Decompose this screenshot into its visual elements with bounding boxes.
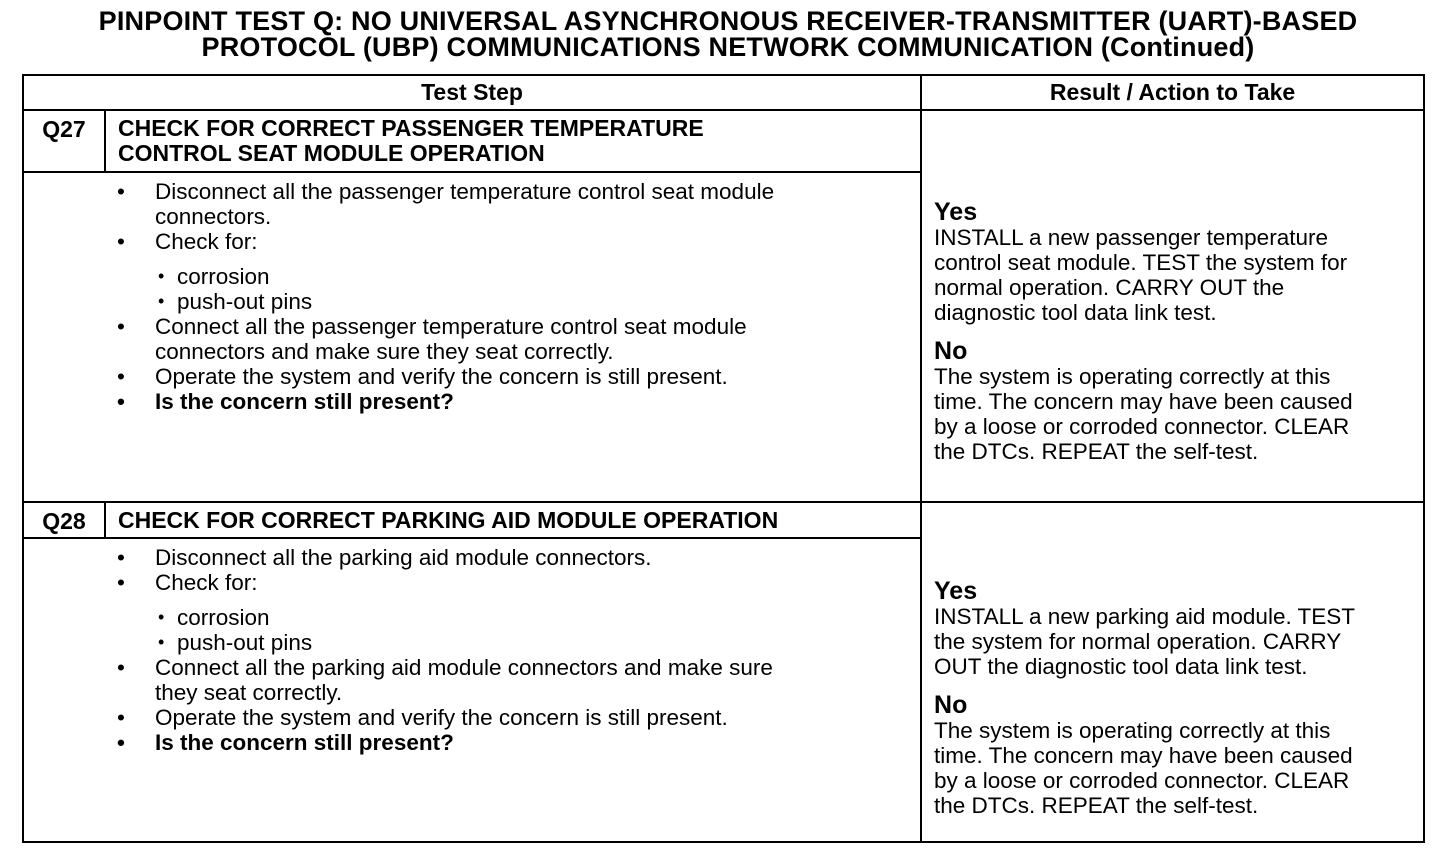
step-title-line: CHECK FOR CORRECT PARKING AID MODULE OPERATION — [118, 507, 779, 533]
list-item — [24, 655, 920, 705]
result-line: by a loose or corroded connector. CLEAR — [934, 414, 1350, 439]
step-title-line: CHECK FOR CORRECT PASSENGER TEMPERATURE — [118, 115, 704, 141]
bullet-icon: • — [117, 545, 125, 570]
sub-bullet-icon: • — [158, 607, 165, 627]
sub-item-text: push-out pins — [177, 289, 313, 314]
step-title — [105, 110, 921, 172]
list-item — [24, 730, 920, 755]
step-id: Q27 — [23, 110, 105, 172]
result-cell-q27 — [921, 110, 1424, 502]
step-title — [105, 502, 921, 538]
bullet-icon: • — [117, 705, 125, 730]
result-line: the system for normal operation. CARRY — [934, 628, 1342, 654]
instruction-line: Check for: — [155, 570, 258, 595]
step-instructions — [23, 538, 921, 842]
sub-item-text: push-out pins — [177, 630, 313, 655]
step-title-row-q28 — [23, 502, 1424, 538]
result-line: The system is operating correctly at this — [934, 364, 1331, 389]
instruction-line: Check for: — [155, 229, 258, 254]
bullet-icon: • — [117, 229, 125, 254]
sub-list-item — [24, 630, 920, 655]
result-line: the DTCs. REPEAT the self-test. — [934, 439, 1259, 464]
instruction-line: Connect all the parking aid module connectors and make sure — [155, 655, 773, 680]
step-id: Q28 — [23, 502, 105, 538]
list-item — [24, 570, 920, 595]
instruction-line: Connect all the passenger temperature control seat module — [155, 314, 747, 339]
instruction-line: Disconnect all the parking aid module connectors. — [155, 545, 652, 570]
list-item — [24, 314, 920, 364]
instruction-line: Operate the system and verify the concern is still present. — [155, 705, 728, 730]
table-header-row — [23, 75, 1424, 110]
result-line: by a loose or corroded connector. CLEAR — [934, 767, 1350, 793]
sub-bullet-icon: • — [158, 266, 165, 286]
result-line: INSTALL a new passenger temperature — [934, 225, 1328, 250]
result-line: normal operation. CARRY OUT the — [934, 275, 1285, 300]
sub-bullet-icon: • — [158, 291, 165, 311]
sub-bullet-icon: • — [158, 632, 165, 652]
instruction-line: connectors. — [155, 204, 272, 229]
yes-label: Yes — [934, 576, 978, 605]
bullet-icon: • — [117, 364, 125, 389]
instruction-line: Disconnect all the passenger temperature control seat module — [155, 179, 775, 204]
instruction-question: Is the concern still present? — [155, 730, 454, 755]
bullet-icon: • — [117, 314, 125, 339]
step-instructions — [23, 172, 921, 502]
result-cell-q28 — [921, 502, 1424, 842]
bullet-icon: • — [117, 730, 125, 755]
result-line: the DTCs. REPEAT the self-test. — [934, 792, 1259, 818]
no-label: No — [934, 337, 968, 365]
bullet-icon: • — [117, 570, 125, 595]
list-item — [24, 389, 920, 414]
sub-list-item — [24, 289, 920, 314]
page-title — [0, 8, 1456, 60]
list-item — [24, 179, 920, 229]
bullet-icon: • — [117, 389, 125, 414]
column-header-test-step: Test Step — [23, 75, 921, 110]
bullet-icon: • — [117, 179, 125, 204]
title-line-1: PINPOINT TEST Q: NO UNIVERSAL ASYNCHRONOUS RECEIVER-TRANSMITTER (UART)-BASED — [98, 6, 1358, 36]
result-line: OUT the diagnostic tool data link test. — [934, 653, 1308, 679]
bullet-icon: • — [117, 655, 125, 680]
instruction-line: connectors and make sure they seat correctly. — [155, 339, 614, 364]
title-line-2: PROTOCOL (UBP) COMMUNICATIONS NETWORK COMMUNICATION (Continued) — [201, 32, 1255, 62]
result-line: The system is operating correctly at this — [934, 717, 1331, 743]
instruction-question: Is the concern still present? — [155, 389, 454, 414]
no-label: No — [934, 690, 968, 719]
result-line: time. The concern may have been caused — [934, 742, 1353, 768]
result-line: control seat module. TEST the system for — [934, 250, 1348, 275]
step-title-row-q27 — [23, 110, 1424, 172]
instruction-line: they seat correctly. — [155, 680, 343, 705]
result-line: diagnostic tool data link test. — [934, 300, 1217, 325]
list-item — [24, 705, 920, 730]
list-item — [24, 364, 920, 389]
yes-label: Yes — [934, 198, 978, 226]
list-item — [24, 545, 920, 570]
list-item — [24, 229, 920, 254]
column-header-result: Result / Action to Take — [921, 75, 1424, 110]
pinpoint-test-table — [22, 74, 1425, 843]
step-title-line: CONTROL SEAT MODULE OPERATION — [118, 140, 545, 166]
result-line: INSTALL a new parking aid module. TEST — [934, 603, 1356, 629]
result-line: time. The concern may have been caused — [934, 389, 1353, 414]
sub-item-text: corrosion — [177, 605, 270, 630]
instruction-line: Operate the system and verify the concern is still present. — [155, 364, 728, 389]
sub-list-item — [24, 264, 920, 289]
sub-item-text: corrosion — [177, 264, 270, 289]
sub-list-item — [24, 605, 920, 630]
